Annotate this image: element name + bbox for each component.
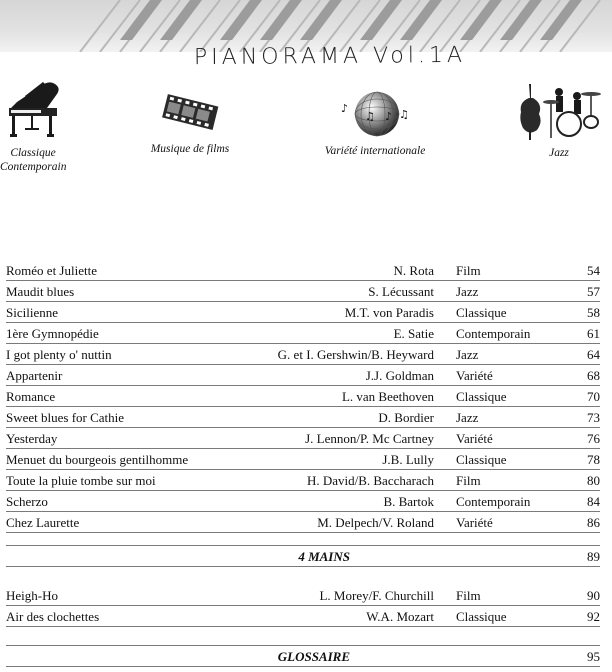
song-title: Maudit blues bbox=[6, 284, 75, 299]
category-musique-de-films bbox=[138, 88, 242, 156]
song-title: Heigh-Ho bbox=[6, 588, 58, 603]
category-classique-contemporain bbox=[0, 80, 66, 174]
category-label-line1: Classique bbox=[10, 147, 56, 159]
genre: Classique bbox=[456, 609, 507, 624]
toc-row bbox=[6, 323, 600, 344]
category-label-line2: Contemporain bbox=[0, 161, 67, 173]
toc-row bbox=[6, 585, 600, 606]
song-title: Scherzo bbox=[6, 494, 48, 509]
composer: L. van Beethoven bbox=[341, 389, 434, 404]
genre: Classique bbox=[456, 452, 507, 467]
song-title: Sicilienne bbox=[6, 305, 58, 320]
category-jazz bbox=[506, 80, 612, 160]
page-number: 86 bbox=[587, 515, 600, 530]
composer: G. et I. Gershwin/B. Heyward bbox=[277, 347, 434, 362]
page-number: 54 bbox=[587, 263, 600, 278]
toc-row bbox=[6, 512, 600, 533]
song-title: Yesterday bbox=[6, 431, 58, 446]
composer: J.B. Lully bbox=[382, 452, 434, 467]
section-glossaire bbox=[6, 645, 600, 667]
toc-row bbox=[6, 470, 600, 491]
song-title: 1ère Gymnopédie bbox=[6, 326, 99, 341]
composer: B. Bartok bbox=[383, 494, 434, 509]
genre: Jazz bbox=[456, 410, 479, 425]
genre: Variété bbox=[456, 368, 493, 383]
svg-text:♫: ♫ bbox=[365, 110, 375, 123]
section-page: 89 bbox=[587, 549, 600, 564]
composer: D. Bordier bbox=[378, 410, 434, 425]
page-number: 92 bbox=[587, 609, 600, 624]
song-title: Menuet du bourgeois gentilhomme bbox=[6, 452, 189, 467]
composer: W.A. Mozart bbox=[366, 609, 434, 624]
composer: M. Delpech/V. Roland bbox=[317, 515, 434, 530]
toc-main-entries bbox=[6, 260, 600, 533]
toc-row bbox=[6, 407, 600, 428]
jazz-band-icon bbox=[511, 80, 607, 142]
page-number: 68 bbox=[587, 368, 600, 383]
song-title: Appartenir bbox=[6, 368, 63, 383]
toc-row bbox=[6, 260, 600, 281]
genre: Jazz bbox=[456, 284, 479, 299]
category-label: Variété internationale bbox=[324, 145, 426, 157]
page-number: 70 bbox=[587, 389, 600, 404]
song-title: Sweet blues for Cathie bbox=[6, 410, 125, 425]
genre: Jazz bbox=[456, 347, 479, 362]
section-page: 95 bbox=[587, 649, 600, 664]
genre: Contemporain bbox=[456, 494, 531, 509]
disco-ball-icon bbox=[335, 90, 415, 140]
section-4-mains bbox=[6, 545, 600, 567]
page-number: 73 bbox=[587, 410, 600, 425]
page-number: 84 bbox=[587, 494, 600, 509]
page-number: 80 bbox=[587, 473, 600, 488]
svg-text:♪: ♪ bbox=[341, 102, 349, 115]
film-strip-icon bbox=[160, 88, 220, 138]
svg-text:♪: ♪ bbox=[385, 110, 393, 123]
toc-row bbox=[6, 281, 600, 302]
composer: E. Satie bbox=[393, 326, 434, 341]
section-title: 4 MAINS bbox=[298, 549, 350, 564]
handwritten-title: PIANORAMA Vol.1A bbox=[193, 42, 467, 71]
category-label: Musique de films bbox=[150, 143, 230, 155]
genre: Classique bbox=[456, 389, 507, 404]
grand-piano-icon bbox=[3, 80, 63, 142]
toc-4-mains-entries bbox=[6, 585, 600, 627]
toc-row bbox=[6, 606, 600, 627]
toc-row bbox=[6, 449, 600, 470]
genre: Film bbox=[456, 473, 481, 488]
toc-row bbox=[6, 428, 600, 449]
page-number: 64 bbox=[587, 347, 600, 362]
table-of-contents bbox=[6, 260, 600, 667]
page-number: 78 bbox=[587, 452, 600, 467]
page-number: 76 bbox=[587, 431, 600, 446]
genre: Variété bbox=[456, 515, 493, 530]
svg-text:♫: ♫ bbox=[399, 108, 409, 121]
composer: J.J. Goldman bbox=[365, 368, 434, 383]
toc-row bbox=[6, 491, 600, 512]
toc-row bbox=[6, 344, 600, 365]
composer: N. Rota bbox=[393, 263, 434, 278]
composer: H. David/B. Baccharach bbox=[306, 473, 434, 488]
composer: M.T. von Paradis bbox=[344, 305, 434, 320]
section-title: GLOSSAIRE bbox=[277, 649, 350, 664]
genre: Film bbox=[456, 263, 481, 278]
toc-row bbox=[6, 365, 600, 386]
page-number: 58 bbox=[587, 305, 600, 320]
toc-row bbox=[6, 386, 600, 407]
page-number: 90 bbox=[587, 588, 600, 603]
category-label: Jazz bbox=[549, 147, 569, 159]
song-title: Air des clochettes bbox=[6, 609, 100, 624]
song-title: Chez Laurette bbox=[6, 515, 80, 530]
toc-row bbox=[6, 302, 600, 323]
song-title: I got plenty o' nuttin bbox=[6, 347, 112, 362]
song-title: Toute la pluie tombe sur moi bbox=[6, 473, 156, 488]
genre: Classique bbox=[456, 305, 507, 320]
category-variete-internationale bbox=[312, 90, 438, 158]
composer: S. Lécussant bbox=[368, 284, 434, 299]
song-title: Roméo et Juliette bbox=[6, 263, 97, 278]
genre: Contemporain bbox=[456, 326, 531, 341]
page-number: 61 bbox=[587, 326, 600, 341]
composer: L. Morey/F. Churchill bbox=[319, 588, 434, 603]
genre: Film bbox=[456, 588, 481, 603]
page-number: 57 bbox=[587, 284, 600, 299]
genre: Variété bbox=[456, 431, 493, 446]
composer: J. Lennon/P. Mc Cartney bbox=[305, 431, 434, 446]
song-title: Romance bbox=[6, 389, 56, 404]
